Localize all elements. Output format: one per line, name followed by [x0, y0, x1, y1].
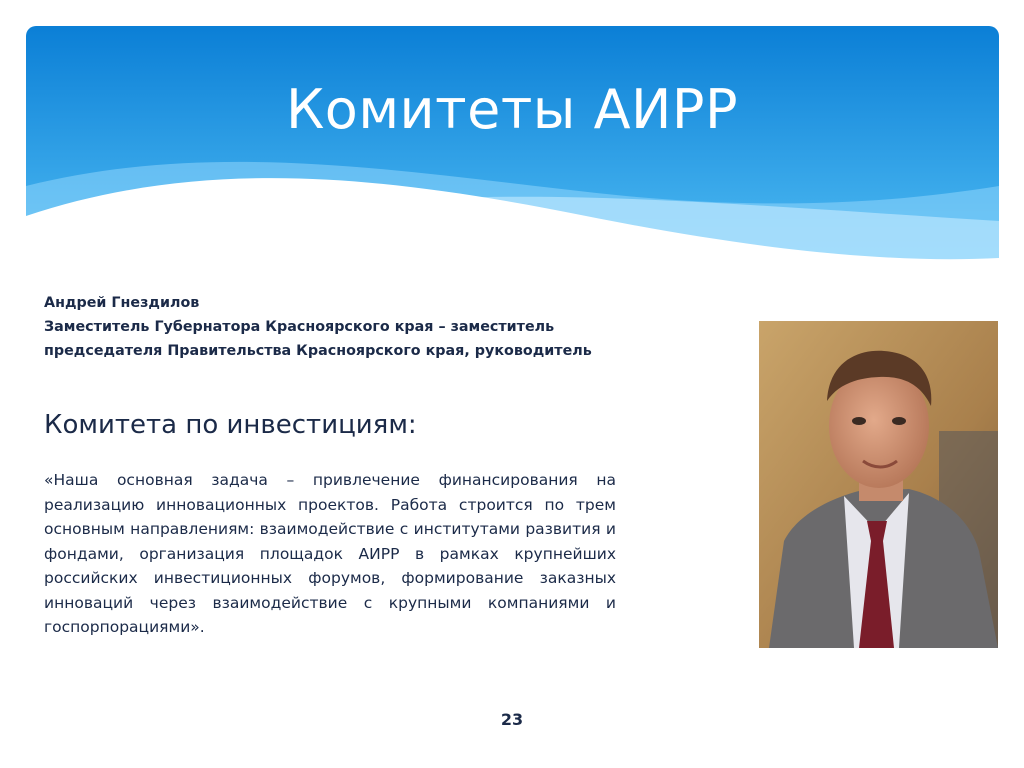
portrait-photo — [759, 321, 998, 648]
page-number: 23 — [500, 710, 524, 729]
header-wave-graphic — [26, 26, 999, 288]
committee-subtitle: Комитета по инвестициям: — [44, 410, 417, 440]
quote-text: «Наша основная задача – привлечение финансирования на реализацию инновационных проектов. Работа строится по трем основным направлениям: взаимодействие с институтами развития и фондами, организация площадок АИРР в рамках крупнейших российских инвестиционных форумов, формирование заказных инноваций через взаимодействие с крупными компаниями и госпорпорациями». — [44, 471, 616, 636]
portrait-illustration — [759, 321, 998, 648]
slide-title: Комитеты АИРР — [285, 78, 739, 141]
person-role: Заместитель Губернатора Красноярского края – заместитель председателя Правительства Красноярского края, руководитель — [44, 319, 592, 359]
person-name: Андрей Гнездилов — [44, 295, 200, 311]
header-banner — [26, 26, 999, 288]
